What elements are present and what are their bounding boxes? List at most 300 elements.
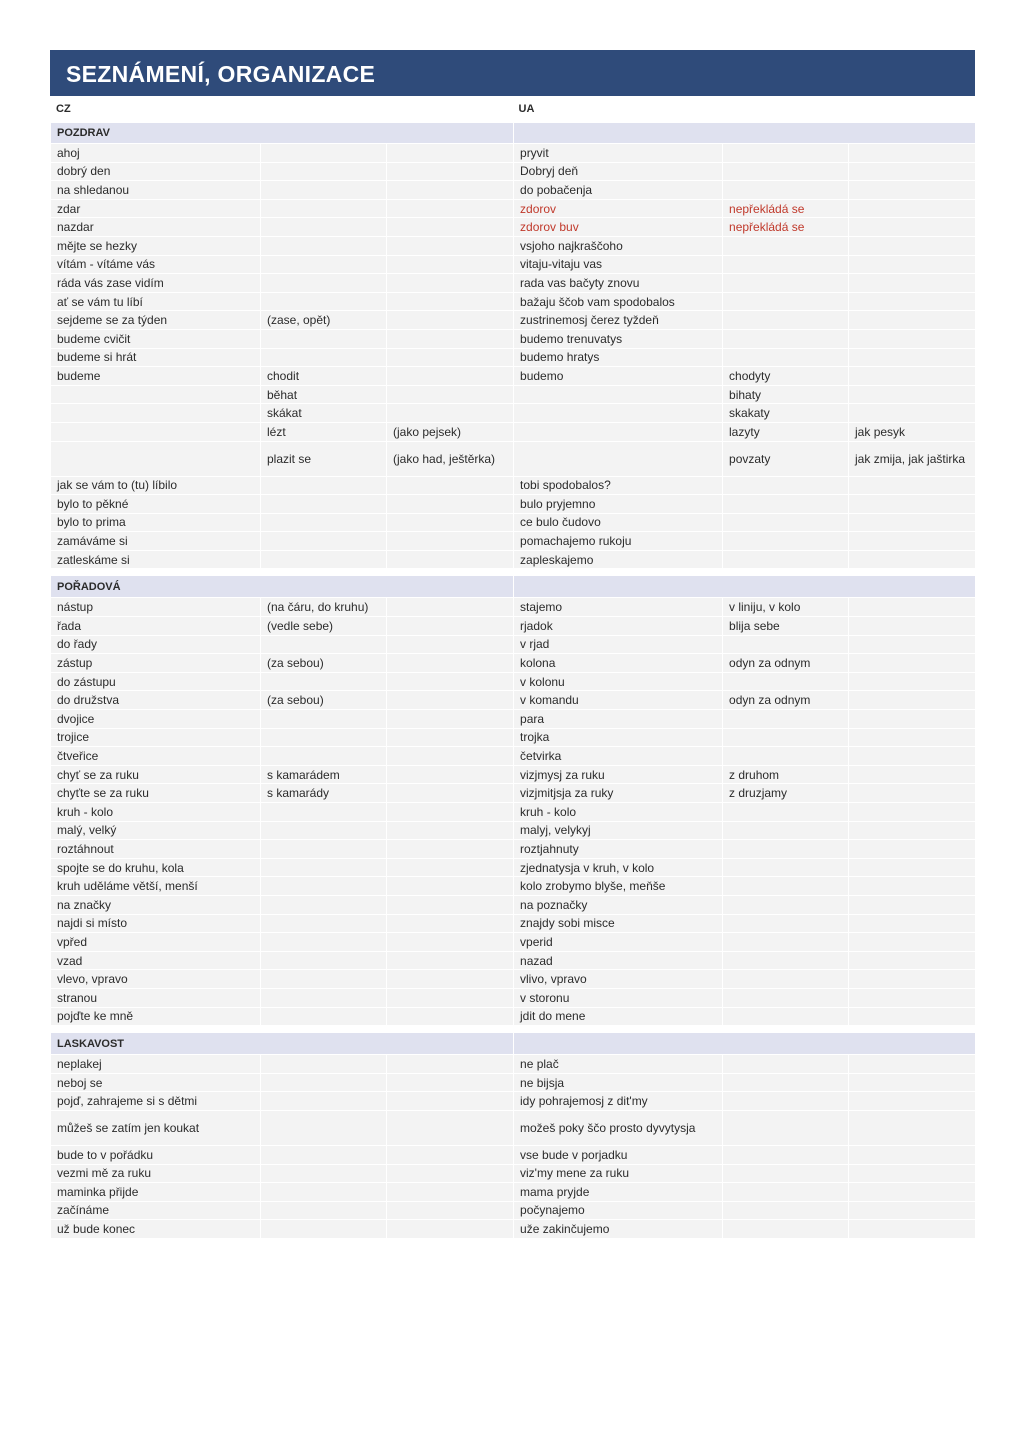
cz-cell: [387, 784, 514, 803]
table-row: [51, 858, 976, 877]
ua-cell: [849, 598, 976, 617]
ua-cell: [723, 1055, 849, 1074]
cz-cell: budeme: [51, 367, 261, 386]
ua-cell: ne plač: [514, 1055, 723, 1074]
language-label-ua: UA: [518, 103, 535, 115]
cz-cell: maminka přijde: [51, 1183, 261, 1202]
cz-cell: [387, 311, 514, 330]
ua-cell: [514, 404, 723, 423]
ua-cell: [723, 895, 849, 914]
cz-cell: [387, 747, 514, 766]
ua-cell: [849, 181, 976, 200]
cz-cell: vpřed: [51, 933, 261, 952]
ua-cell: [849, 404, 976, 423]
ua-cell: [514, 441, 723, 476]
table-row: [51, 236, 976, 255]
ua-cell: [723, 1145, 849, 1164]
ua-cell: [849, 672, 976, 691]
ua-cell: [723, 1007, 849, 1026]
cz-cell: [387, 933, 514, 952]
cz-cell: [387, 274, 514, 293]
cz-cell: zdar: [51, 199, 261, 218]
cz-cell: vezmi mě za ruku: [51, 1164, 261, 1183]
cz-cell: [261, 747, 387, 766]
cz-cell: [387, 532, 514, 551]
vocabulary-sheet: [50, 50, 975, 1239]
ua-cell: [849, 635, 976, 654]
cz-cell: [387, 1220, 514, 1239]
cz-cell: [387, 970, 514, 989]
cz-cell: do zástupu: [51, 672, 261, 691]
cz-cell: [261, 476, 387, 495]
ua-cell: blija sebe: [723, 617, 849, 636]
ua-cell: vse bude v porjadku: [514, 1145, 723, 1164]
ua-cell: [849, 654, 976, 673]
ua-cell: zdorov: [514, 199, 723, 218]
cz-cell: [387, 821, 514, 840]
ua-cell: [849, 691, 976, 710]
cz-cell: nazdar: [51, 218, 261, 237]
ua-cell: [849, 1092, 976, 1111]
ua-cell: [723, 672, 849, 691]
cz-cell: malý, velký: [51, 821, 261, 840]
cz-cell: roztáhnout: [51, 840, 261, 859]
ua-cell: rjadok: [514, 617, 723, 636]
table-row: [51, 691, 976, 710]
ua-cell: [723, 970, 849, 989]
ua-cell: zjednatysja v kruh, v kolo: [514, 858, 723, 877]
cz-cell: [387, 404, 514, 423]
ua-cell: nepřekládá se: [723, 199, 849, 218]
ua-cell: [849, 728, 976, 747]
ua-cell: [849, 274, 976, 293]
ua-cell: [849, 617, 976, 636]
cz-cell: [387, 348, 514, 367]
ua-cell: nazad: [514, 951, 723, 970]
ua-cell: malyj, velykyj: [514, 821, 723, 840]
table-row: [51, 747, 976, 766]
ua-cell: nepřekládá se: [723, 218, 849, 237]
ua-cell: [723, 1201, 849, 1220]
table-row: [51, 672, 976, 691]
language-header: [50, 96, 975, 122]
ua-cell: [849, 236, 976, 255]
table-row: [51, 513, 976, 532]
cz-cell: [261, 1007, 387, 1026]
cz-cell: nástup: [51, 598, 261, 617]
cz-cell: [387, 1183, 514, 1202]
ua-cell: chodyty: [723, 367, 849, 386]
ua-cell: [723, 255, 849, 274]
ua-cell: [849, 710, 976, 729]
cz-cell: [387, 803, 514, 822]
cz-cell: čtveřice: [51, 747, 261, 766]
ua-cell: [849, 367, 976, 386]
table-row: [51, 441, 976, 476]
cz-cell: dvojice: [51, 710, 261, 729]
cz-cell: ať se vám tu líbí: [51, 292, 261, 311]
table-row: [51, 348, 976, 367]
cz-cell: zatleskáme si: [51, 550, 261, 569]
cz-cell: [261, 199, 387, 218]
cz-cell: (za sebou): [261, 654, 387, 673]
ua-cell: zapleskajemo: [514, 550, 723, 569]
table-row: [51, 1164, 976, 1183]
ua-cell: [849, 933, 976, 952]
cz-cell: s kamarády: [261, 784, 387, 803]
section-gap: [51, 569, 976, 576]
cz-cell: [261, 550, 387, 569]
cz-cell: [387, 1201, 514, 1220]
table-row: [51, 654, 976, 673]
table-row: [51, 218, 976, 237]
ua-cell: bihaty: [723, 385, 849, 404]
ua-cell: tobi spodobalos?: [514, 476, 723, 495]
cz-cell: [261, 803, 387, 822]
table-row: [51, 970, 976, 989]
cz-cell: [387, 199, 514, 218]
ua-cell: [849, 532, 976, 551]
ua-cell: [849, 1110, 976, 1145]
ua-cell: [849, 877, 976, 896]
cz-cell: [261, 255, 387, 274]
ua-cell: [723, 144, 849, 163]
cz-cell: [261, 181, 387, 200]
cz-cell: [261, 951, 387, 970]
cz-cell: [261, 495, 387, 514]
ua-cell: v rjad: [514, 635, 723, 654]
cz-cell: [387, 635, 514, 654]
cz-cell: [261, 236, 387, 255]
ua-cell: [849, 513, 976, 532]
ua-cell: [723, 988, 849, 1007]
cz-cell: běhat: [261, 385, 387, 404]
cz-cell: chyť se za ruku: [51, 765, 261, 784]
table-row: [51, 914, 976, 933]
table-row: [51, 765, 976, 784]
ua-cell: [723, 1220, 849, 1239]
cz-cell: [261, 672, 387, 691]
gap-cell: [51, 569, 976, 576]
ua-cell: [723, 1183, 849, 1202]
ua-cell: [723, 513, 849, 532]
ua-cell: [723, 550, 849, 569]
cz-cell: (jako had, ještěrka): [387, 441, 514, 476]
cz-cell: [261, 710, 387, 729]
ua-cell: [849, 988, 976, 1007]
cz-cell: neboj se: [51, 1073, 261, 1092]
ua-cell: odyn za odnym: [723, 691, 849, 710]
cz-cell: [261, 274, 387, 293]
cz-cell: [387, 877, 514, 896]
cz-cell: [261, 840, 387, 859]
table-row: [51, 877, 976, 896]
cz-cell: [387, 691, 514, 710]
ua-cell: [849, 1164, 976, 1183]
ua-cell: pomachajemo rukoju: [514, 532, 723, 551]
cz-cell: [387, 895, 514, 914]
cz-cell: (vedle sebe): [261, 617, 387, 636]
table-row: [51, 385, 976, 404]
table-row: [51, 635, 976, 654]
ua-cell: pryvit: [514, 144, 723, 163]
ua-cell: [723, 348, 849, 367]
ua-cell: do pobačenja: [514, 181, 723, 200]
table-row: [51, 181, 976, 200]
ua-cell: [849, 840, 976, 859]
cz-cell: [261, 988, 387, 1007]
cz-cell: [261, 218, 387, 237]
cz-cell: [387, 654, 514, 673]
ua-cell: jdit do mene: [514, 1007, 723, 1026]
cz-cell: chyťte se za ruku: [51, 784, 261, 803]
cz-cell: kruh uděláme větší, menší: [51, 877, 261, 896]
ua-cell: [849, 218, 976, 237]
table-row: [51, 292, 976, 311]
cz-cell: s kamarádem: [261, 765, 387, 784]
cz-cell: [51, 404, 261, 423]
cz-cell: [51, 422, 261, 441]
ua-cell: [849, 311, 976, 330]
cz-cell: (za sebou): [261, 691, 387, 710]
cz-cell: pojď, zahrajeme si s dětmi: [51, 1092, 261, 1111]
ua-cell: para: [514, 710, 723, 729]
ua-cell: možeš poky ščo prosto dyvytysja: [514, 1110, 723, 1145]
table-row: [51, 532, 976, 551]
ua-cell: [723, 1073, 849, 1092]
section-title: LASKAVOST: [51, 1033, 514, 1055]
ua-cell: [723, 476, 849, 495]
cz-cell: [387, 292, 514, 311]
ua-cell: vlivo, vpravo: [514, 970, 723, 989]
cz-cell: lézt: [261, 422, 387, 441]
ua-cell: [723, 236, 849, 255]
ua-cell: jak zmija, jak jaštirka: [849, 441, 976, 476]
ua-cell: Dobryj deň: [514, 162, 723, 181]
cz-cell: [51, 441, 261, 476]
cz-cell: [387, 476, 514, 495]
ua-cell: [849, 821, 976, 840]
cz-cell: sejdeme se za týden: [51, 311, 261, 330]
ua-cell: [849, 1145, 976, 1164]
ua-cell: [849, 329, 976, 348]
ua-cell: kolona: [514, 654, 723, 673]
ua-cell: [849, 1055, 976, 1074]
ua-cell: [723, 858, 849, 877]
cz-cell: [387, 162, 514, 181]
cz-cell: najdi si místo: [51, 914, 261, 933]
ua-cell: jak pesyk: [849, 422, 976, 441]
cz-cell: [261, 1073, 387, 1092]
cz-cell: [387, 513, 514, 532]
cz-cell: [261, 877, 387, 896]
ua-cell: [849, 858, 976, 877]
cz-cell: neplakej: [51, 1055, 261, 1074]
cz-cell: [387, 329, 514, 348]
ua-cell: [723, 710, 849, 729]
cz-cell: do družstva: [51, 691, 261, 710]
cz-cell: [387, 914, 514, 933]
ua-cell: rada vas bačyty znovu: [514, 274, 723, 293]
table-row: [51, 710, 976, 729]
ua-cell: [723, 951, 849, 970]
table-row: [51, 404, 976, 423]
cz-cell: [387, 181, 514, 200]
cz-cell: [387, 598, 514, 617]
ua-cell: [849, 476, 976, 495]
ua-cell: [723, 495, 849, 514]
table-row: [51, 784, 976, 803]
cz-cell: bylo to prima: [51, 513, 261, 532]
ua-cell: z druhom: [723, 765, 849, 784]
cz-cell: zástup: [51, 654, 261, 673]
cz-cell: už bude konec: [51, 1220, 261, 1239]
ua-cell: idy pohrajemosj z dit'my: [514, 1092, 723, 1111]
cz-cell: [387, 840, 514, 859]
ua-cell: [849, 199, 976, 218]
table-row: [51, 199, 976, 218]
cz-cell: [261, 1220, 387, 1239]
ua-cell: stajemo: [514, 598, 723, 617]
ua-cell: [849, 784, 976, 803]
table-row: [51, 1007, 976, 1026]
cz-cell: můžeš se zatím jen koukat: [51, 1110, 261, 1145]
ua-cell: z druzjamy: [723, 784, 849, 803]
cz-cell: [261, 348, 387, 367]
cz-cell: ráda vás zase vidím: [51, 274, 261, 293]
ua-cell: viz'my mene za ruku: [514, 1164, 723, 1183]
ua-cell: znajdy sobi misce: [514, 914, 723, 933]
cz-cell: [51, 385, 261, 404]
cz-cell: [387, 1164, 514, 1183]
ua-cell: v storonu: [514, 988, 723, 1007]
ua-cell: [723, 1164, 849, 1183]
cz-cell: plazit se: [261, 441, 387, 476]
cz-cell: [261, 1201, 387, 1220]
ua-cell: mama pryjde: [514, 1183, 723, 1202]
ua-cell: vizjmysj za ruku: [514, 765, 723, 784]
ua-cell: [849, 255, 976, 274]
table-row: [51, 1183, 976, 1202]
table-row: [51, 311, 976, 330]
cz-cell: jak se vám to (tu) líbilo: [51, 476, 261, 495]
section-header-ua: [514, 576, 976, 598]
ua-cell: [849, 747, 976, 766]
ua-cell: uže zakinčujemo: [514, 1220, 723, 1239]
ua-cell: lazyty: [723, 422, 849, 441]
cz-cell: [387, 1073, 514, 1092]
cz-cell: [261, 162, 387, 181]
cz-cell: [387, 1145, 514, 1164]
cz-cell: [261, 635, 387, 654]
ua-cell: [849, 144, 976, 163]
cz-cell: [261, 532, 387, 551]
table-row: [51, 803, 976, 822]
ua-cell: [723, 1092, 849, 1111]
ua-cell: [849, 951, 976, 970]
cz-cell: (na čáru, do kruhu): [261, 598, 387, 617]
cz-cell: [387, 1055, 514, 1074]
cz-cell: [387, 144, 514, 163]
cz-cell: [387, 1092, 514, 1111]
table-row: [51, 933, 976, 952]
ua-cell: [723, 292, 849, 311]
cz-cell: [387, 367, 514, 386]
ua-cell: budemo hratys: [514, 348, 723, 367]
ua-cell: [849, 803, 976, 822]
cz-cell: mějte se hezky: [51, 236, 261, 255]
language-label-cz: CZ: [56, 103, 71, 115]
table-row: [51, 422, 976, 441]
cz-cell: [261, 1164, 387, 1183]
cz-cell: [261, 513, 387, 532]
table-row: [51, 988, 976, 1007]
section-header: [51, 1033, 976, 1055]
ua-cell: [723, 840, 849, 859]
table-row: [51, 728, 976, 747]
ua-cell: [849, 1183, 976, 1202]
section-header: [51, 123, 976, 144]
ua-cell: [849, 1073, 976, 1092]
cz-cell: [261, 144, 387, 163]
cz-cell: pojďte ke mně: [51, 1007, 261, 1026]
ua-cell: bažaju ščob vam spodobalos: [514, 292, 723, 311]
table-row: [51, 1055, 976, 1074]
table-row: [51, 550, 976, 569]
ua-cell: odyn za odnym: [723, 654, 849, 673]
ua-cell: [723, 532, 849, 551]
section-header: [51, 576, 976, 598]
ua-cell: trojka: [514, 728, 723, 747]
section-header-ua: [514, 123, 976, 144]
cz-cell: bylo to pěkné: [51, 495, 261, 514]
cz-cell: [261, 329, 387, 348]
section-gap: [51, 1026, 976, 1033]
ua-cell: zdorov buv: [514, 218, 723, 237]
cz-cell: vlevo, vpravo: [51, 970, 261, 989]
ua-cell: kolo zrobymo blyše, meňše: [514, 877, 723, 896]
cz-cell: budeme si hrát: [51, 348, 261, 367]
ua-cell: [849, 292, 976, 311]
ua-cell: [849, 385, 976, 404]
ua-cell: [723, 803, 849, 822]
ua-cell: v komandu: [514, 691, 723, 710]
cz-cell: začínáme: [51, 1201, 261, 1220]
cz-cell: [261, 1145, 387, 1164]
cz-cell: chodit: [261, 367, 387, 386]
ua-cell: [849, 970, 976, 989]
cz-cell: (zase, opět): [261, 311, 387, 330]
ua-cell: [723, 728, 849, 747]
page-title: SEZNÁMENÍ, ORGANIZACE: [50, 50, 975, 96]
ua-cell: vperid: [514, 933, 723, 952]
cz-cell: [261, 914, 387, 933]
cz-cell: [261, 858, 387, 877]
cz-cell: [261, 895, 387, 914]
cz-cell: [261, 1110, 387, 1145]
cz-cell: do řady: [51, 635, 261, 654]
ua-cell: [849, 765, 976, 784]
table-row: [51, 1145, 976, 1164]
ua-cell: [723, 181, 849, 200]
table-row: [51, 895, 976, 914]
ua-cell: vsjoho najkraščoho: [514, 236, 723, 255]
cz-cell: kruh - kolo: [51, 803, 261, 822]
cz-cell: [387, 385, 514, 404]
cz-cell: [261, 821, 387, 840]
cz-cell: [387, 710, 514, 729]
cz-cell: [387, 617, 514, 636]
